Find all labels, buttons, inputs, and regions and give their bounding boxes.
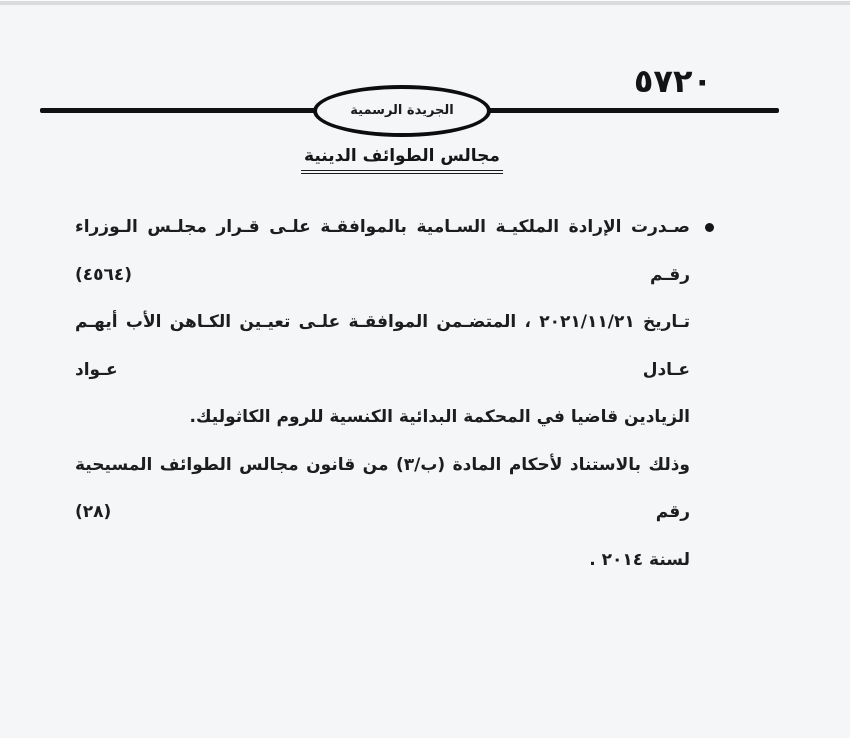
bullet-icon	[705, 223, 714, 232]
legal-basis-line-2: لسنة ٢٠١٤ .	[589, 549, 690, 570]
gazette-seal-label: الجريدة الرسمية	[350, 102, 454, 118]
legal-basis-line-1: وذلك بالاستناد لأحكام المادة (ب/٣) من قانون مجالس الطوائف المسيحية رقم (٢٨)	[75, 454, 690, 522]
decree-line-2: تـاريخ ٢٠٢١/١١/٢١ ، المتضـمن الموافقـة علـى تعيـين الكـاهن الأب أيهـم عـادل عـواد	[75, 312, 690, 380]
decree-line-3: الزيادين قاضيا في المحكمة البدائية الكنسية للروم الكاثوليك.	[189, 407, 690, 427]
gazette-seal	[313, 85, 491, 137]
page-number: ٥٧٢٠	[633, 62, 712, 100]
decree-paragraph	[75, 204, 690, 442]
legal-basis-paragraph	[75, 442, 690, 585]
decree-line-1: صـدرت الإرادة الملكيـة السـامية بالموافقـة علـى قـرار مجلـس الـوزراء رقـم (٤٥٦٤)	[75, 217, 690, 285]
decree-text-block	[75, 204, 690, 584]
section-title: مجالس الطوائف الدينية	[301, 146, 503, 174]
window-top-edge	[0, 0, 850, 5]
